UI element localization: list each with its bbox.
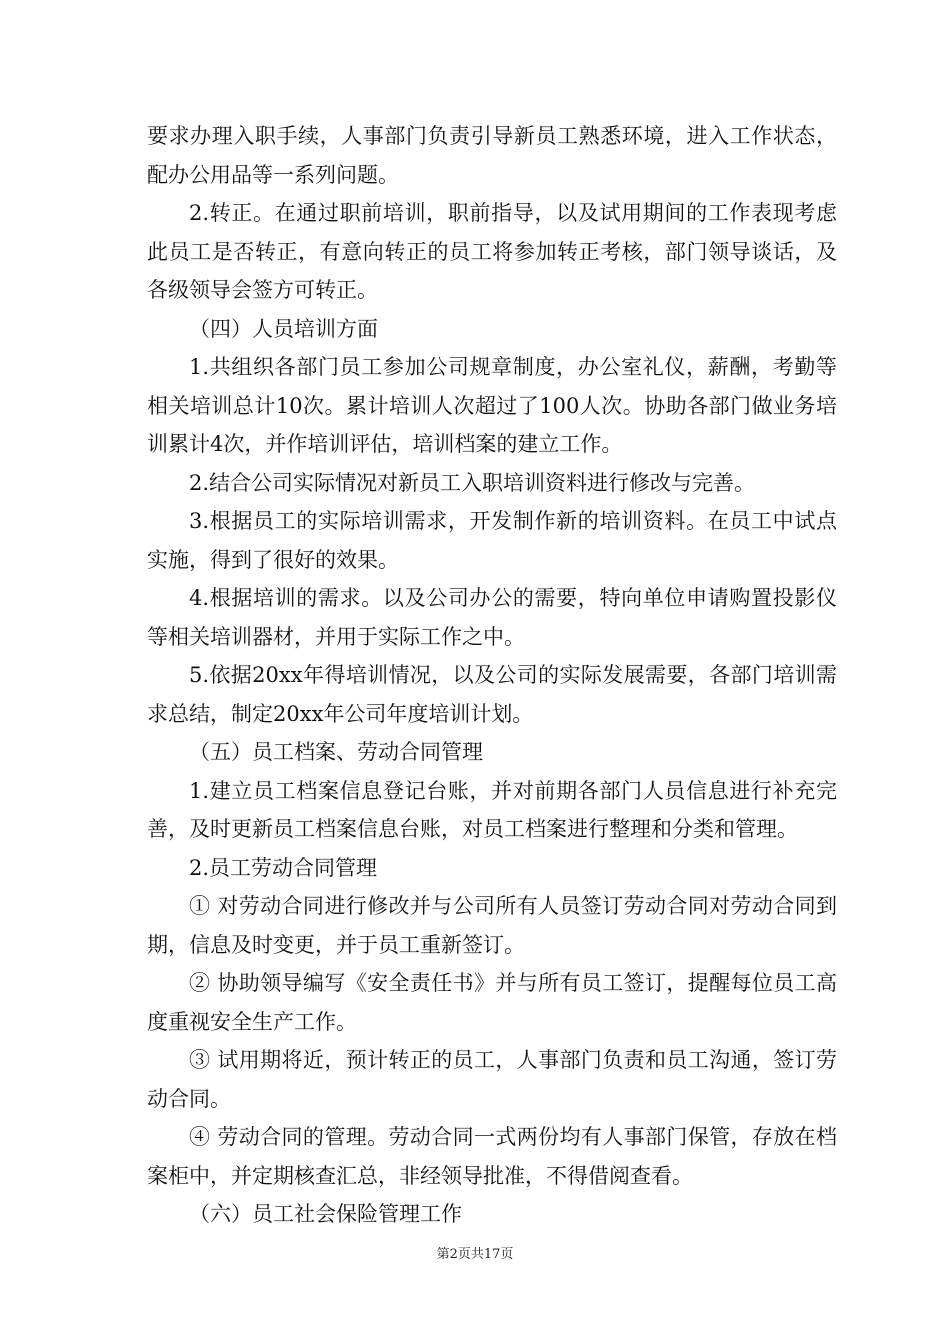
paragraph-archives-item-2: 2.员工劳动合同管理 bbox=[189, 855, 378, 880]
paragraph-contract-point-1: ① 对劳动合同进行修改并与公司所有人员签订劳动合同对劳动合同到期，信息及时变更，并于员工重新签订。 bbox=[147, 894, 837, 957]
section-heading-social-insurance: （六）员工社会保险管理工作 bbox=[189, 1202, 462, 1226]
page-footer bbox=[0, 1243, 950, 1262]
section-heading-archives: （五）员工档案、劳动合同管理 bbox=[189, 740, 483, 764]
paragraph-training-item-4: 4.根据培训的需求。以及公司办公的需要，特向单位申请购置投影仪等相关培训器材，并用于实际工作之中。 bbox=[147, 586, 837, 649]
section-heading-training: （四）人员培训方面 bbox=[189, 316, 378, 341]
paragraph-archives-item-1: 1.建立员工档案信息登记台账，并对前期各部门人员信息进行补充完善，及时更新员工档案信息台账，对员工档案进行整理和分类和管理。 bbox=[147, 778, 837, 841]
paragraph-contract-point-4: ④ 劳动合同的管理。劳动合同一式两份均有人事部门保管，存放在档案柜中，并定期核查汇总，非经领导批准，不得借阅查看。 bbox=[147, 1125, 837, 1188]
paragraph-training-item-2: 2.结合公司实际情况对新员工入职培训资料进行修改与完善。 bbox=[189, 470, 756, 495]
paragraph-training-item-1: 1.共组织各部门员工参加公司规章制度，办公室礼仪，薪酬，考勤等相关培训总计10次。累计培训人次超过了100人次。协助各部门做业务培训累计4次，并作培训评估，培训档案的建立工作。 bbox=[147, 355, 837, 456]
paragraph-contract-point-2: ② 协助领导编写《安全责任书》并与所有员工签订，提醒每位员工高度重视安全生产工作。 bbox=[147, 971, 837, 1034]
page-number: 第2页共17页 bbox=[436, 1247, 514, 1262]
paragraph-continuation: 要求办理入职手续，人事部门负责引导新员工熟悉环境，进入工作状态，配办公用品等一系列问题。 bbox=[147, 124, 837, 187]
paragraph-training-item-3: 3.根据员工的实际培训需求，开发制作新的培训资料。在员工中试点实施，得到了很好的效果。 bbox=[147, 509, 837, 572]
paragraph-training-item-5: 5.依据20xx年得培训情况，以及公司的实际发展需要，各部门培训需求总结，制定20xx年公司年度培训计划。 bbox=[147, 663, 837, 726]
paragraph-item-regularization: 2.转正。在通过职前培训，职前指导，以及试用期间的工作表现考虑此员工是否转正，有意向转正的员工将参加转正考核，部门领导谈话，及各级领导会签方可转正。 bbox=[147, 201, 837, 302]
document-body bbox=[147, 117, 837, 1234]
paragraph-contract-point-3: ③ 试用期将近，预计转正的员工，人事部门负责和员工沟通，签订劳动合同。 bbox=[147, 1048, 837, 1111]
